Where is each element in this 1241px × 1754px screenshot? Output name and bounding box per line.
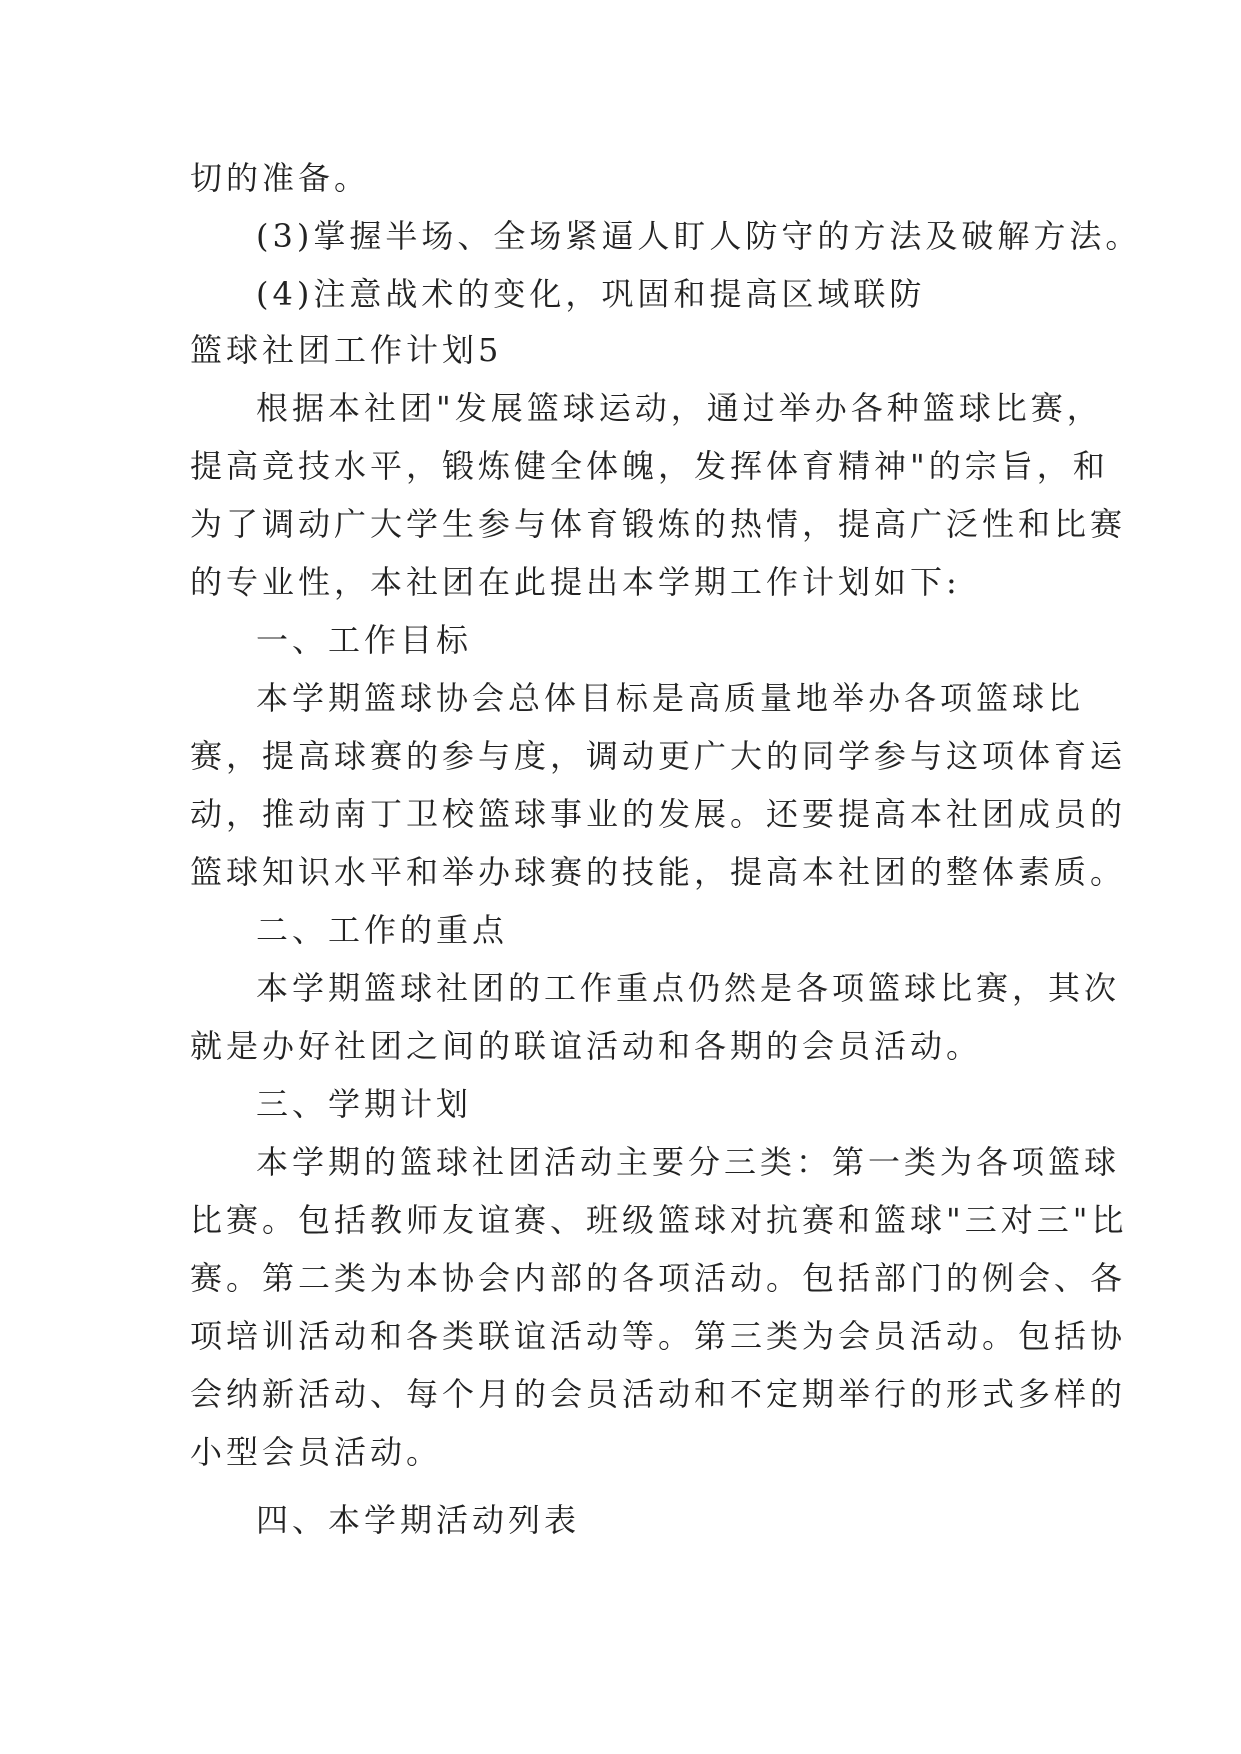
paragraph-line: 提高竞技水平，锻炼健全体魄，发挥体育精神"的宗旨，和	[190, 447, 1109, 485]
paragraph-line: 项培训活动和各类联谊活动等。第三类为会员活动。包括协	[190, 1317, 1127, 1355]
paragraph-line: 根据本社团"发展篮球运动，通过举办各种篮球比赛，	[256, 389, 1103, 427]
heading-2: 二、工作的重点	[256, 911, 509, 949]
paragraph-line: 就是办好社团之间的联谊活动和各期的会员活动。	[190, 1027, 983, 1065]
paragraph-line: 的专业性，本社团在此提出本学期工作计划如下:	[190, 563, 961, 601]
paragraph-line: 比赛。包括教师友谊赛、班级篮球对抗赛和篮球"三对三"比	[190, 1201, 1128, 1239]
paragraph-line: 为了调动广大学生参与体育锻炼的热情，提高广泛性和比赛	[190, 505, 1127, 543]
paragraph-line: 小型会员活动。	[190, 1433, 443, 1471]
section-title: 篮球社团工作计划5	[190, 331, 503, 369]
list-item: (4)注意战术的变化，巩固和提高区域联防	[256, 275, 926, 313]
paragraph-line: 本学期的篮球社团活动主要分三类：第一类为各项篮球	[256, 1143, 1121, 1181]
heading-1: 一、工作目标	[256, 621, 473, 659]
heading-4: 四、本学期活动列表	[256, 1501, 581, 1539]
paragraph-line: 会纳新活动、每个月的会员活动和不定期举行的形式多样的	[190, 1375, 1127, 1413]
paragraph-line: 本学期篮球协会总体目标是高质量地举办各项篮球比	[256, 679, 1085, 717]
paragraph-line: 赛，提高球赛的参与度，调动更广大的同学参与这项体育运	[190, 737, 1127, 775]
paragraph-line: 赛。第二类为本协会内部的各项活动。包括部门的例会、各	[190, 1259, 1127, 1297]
list-item: (3)掌握半场、全场紧逼人盯人防守的方法及破解方法。	[256, 217, 1142, 255]
paragraph-line: 动，推动南丁卫校篮球事业的发展。还要提高本社团成员的	[190, 795, 1127, 833]
heading-3: 三、学期计划	[256, 1085, 473, 1123]
paragraph-line: 本学期篮球社团的工作重点仍然是各项篮球比赛，其次	[256, 969, 1121, 1007]
text-line: 切的准备。	[190, 159, 371, 197]
paragraph-line: 篮球知识水平和举办球赛的技能，提高本社团的整体素质。	[190, 853, 1127, 891]
